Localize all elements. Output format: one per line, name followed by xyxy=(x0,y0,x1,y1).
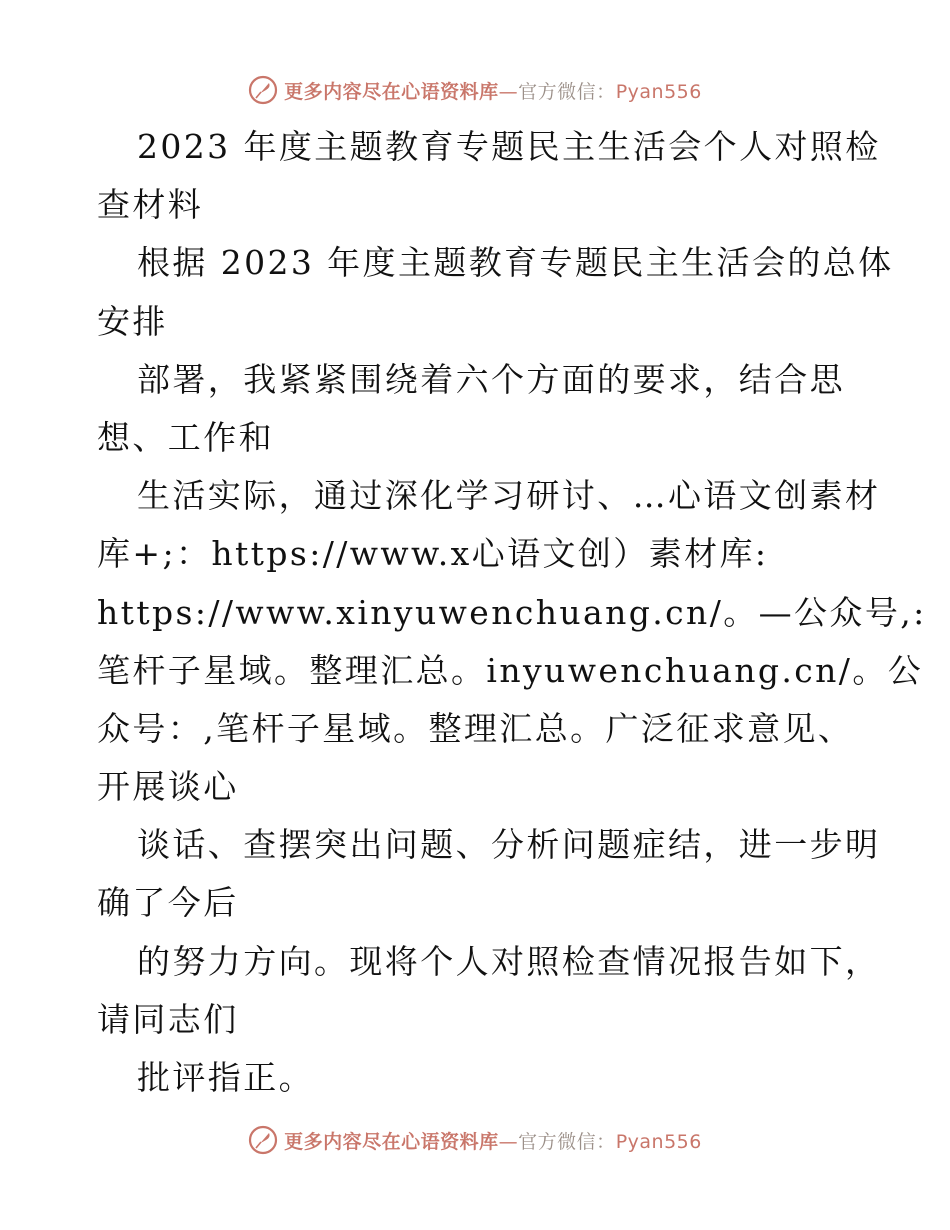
banner-wechat-id: Pyan556 xyxy=(615,1130,702,1153)
text-line: 2023 年度主题教育专题民主生活会个人对照检 xyxy=(137,127,881,166)
text-line: 的努力方向。现将个人对照检查情况报告如下， xyxy=(137,941,881,981)
text-line: https://www.xinyuwenchuang.cn/。—公众号,: xyxy=(97,592,927,632)
header-banner xyxy=(0,72,950,108)
banner-wechat-label: 官方微信： xyxy=(518,80,616,103)
banner-main-text: 更多内容尽在心语资料库 xyxy=(284,80,499,103)
text-line: 笔杆子星域。整理汇总。inyuwenchuang.cn/。公 xyxy=(97,650,924,690)
text-line: 部署，我紧紧围绕着六个方面的要求，结合思 xyxy=(137,359,845,399)
text-line: 查材料 xyxy=(97,185,204,225)
text-line: 众号：,笔杆子星域。整理汇总。广泛征求意见、 xyxy=(97,708,854,748)
text-line: 安排 xyxy=(97,301,168,341)
footer-banner xyxy=(0,1122,950,1158)
document-body xyxy=(97,118,927,1107)
text-line: 生活实际，通过深化学习研讨、…心语文创素材 xyxy=(137,476,881,516)
banner-dash: — xyxy=(498,80,519,103)
text-line: 确了今后 xyxy=(97,883,239,923)
text-line: 开展谈心 xyxy=(97,767,239,807)
banner-wechat-id: Pyan556 xyxy=(615,80,702,103)
feather-pen-logo-icon xyxy=(248,1125,278,1155)
text-line: 批评指正。 xyxy=(137,1058,314,1097)
banner-text xyxy=(284,1127,702,1154)
banner-text xyxy=(284,77,702,104)
banner-main-text: 更多内容尽在心语资料库 xyxy=(284,1130,499,1153)
banner-wechat-label: 官方微信： xyxy=(518,1130,616,1153)
banner-dash: — xyxy=(498,1130,519,1153)
text-line: 请同志们 xyxy=(97,999,239,1039)
text-line: 根据 2023 年度主题教育专题民主生活会的总体 xyxy=(137,243,894,283)
feather-pen-logo-icon xyxy=(248,75,278,105)
text-line: 库+;：https://www.x心语文创）素材库: xyxy=(97,534,769,574)
text-line: 谈话、查摆突出问题、分析问题症结，进一步明 xyxy=(137,825,881,865)
text-line: 想、工作和 xyxy=(97,417,274,457)
